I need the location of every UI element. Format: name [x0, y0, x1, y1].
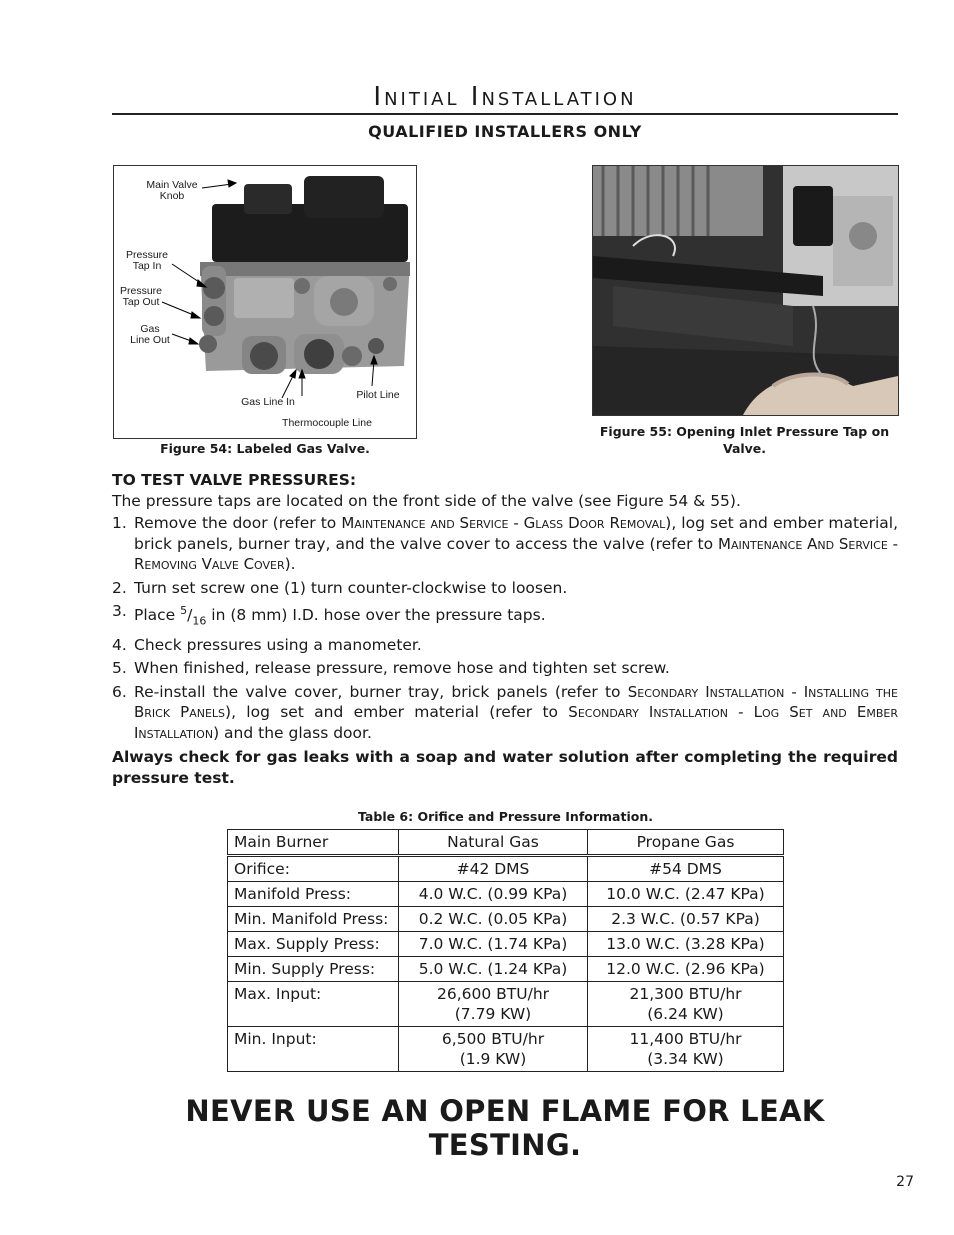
table-row	[228, 882, 784, 907]
step-3	[112, 601, 898, 632]
table-cell	[588, 1027, 784, 1072]
table-row	[228, 856, 784, 882]
section-heading: TO TEST VALVE PRESSURES:	[112, 471, 357, 489]
step-2	[112, 578, 898, 599]
leak-check-warning: Always check for gas leaks with a soap and water solution after completing the required pressure test.	[112, 748, 898, 787]
table-cell: 12.0 W.C. (2.96 KPa)	[588, 957, 784, 982]
table-cell: Min. Input:	[228, 1027, 399, 1072]
table-cell: 2.3 W.C. (0.57 KPa)	[588, 907, 784, 932]
table-header-row	[228, 830, 784, 856]
table-cell: Manifold Press:	[228, 882, 399, 907]
steps-list	[112, 513, 898, 746]
step-6	[112, 682, 898, 744]
table-cell: #42 DMS	[399, 856, 588, 882]
step-5	[112, 658, 898, 679]
cell-line: 6,500 BTU/hr	[441, 1030, 545, 1048]
figure-54-box	[113, 165, 417, 439]
step-text: Turn set screw one (1) turn counter-clockwise to loosen.	[134, 578, 568, 597]
step-text: When finished, release pressure, remove hose and tighten set screw.	[134, 659, 670, 678]
label-main-valve-line2: Knob	[159, 190, 185, 202]
step-text: ), log set and ember material, brick panels, burner tray, and the valve cover to access the valve (refer to	[134, 514, 899, 553]
step-ref: Secondary Installation - Installing the Brick Panels	[134, 682, 898, 722]
step-text: ).	[284, 555, 296, 573]
step-text: Remove the door (refer to	[134, 514, 342, 532]
cell-line: (3.34 KW)	[647, 1050, 724, 1068]
table-cell	[399, 1027, 588, 1072]
step-text: Re-install the valve cover, burner tray, brick panels (refer to	[134, 682, 628, 701]
table-cell: 13.0 W.C. (3.28 KPa)	[588, 932, 784, 957]
figure-54-caption: Figure 54: Labeled Gas Valve.	[160, 441, 370, 456]
step-4	[112, 635, 898, 656]
cell-line: (1.9 KW)	[459, 1050, 527, 1068]
inlet-pressure-tap-photo	[593, 166, 898, 415]
step-number: 1.	[112, 514, 127, 532]
step-number: 6.	[112, 682, 127, 701]
table-cell: 7.0 W.C. (1.74 KPa)	[399, 932, 588, 957]
fraction-slash: /	[187, 606, 193, 625]
label-main-valve-line1: Main Valve	[146, 179, 198, 191]
table-cell: Max. Input:	[228, 982, 399, 1027]
table-header-cell: Natural Gas	[399, 830, 588, 856]
figure-55-caption: Figure 55: Opening Inlet Pressure Tap on Valve.	[599, 424, 890, 456]
label-pressure-tap-out	[114, 286, 168, 308]
table-row	[228, 957, 784, 982]
label-gas-line-out-line2: Line Out	[130, 334, 170, 346]
table-cell: Min. Supply Press:	[228, 957, 399, 982]
fraction-numerator: 5	[180, 604, 188, 617]
table-cell: 5.0 W.C. (1.24 KPa)	[399, 957, 588, 982]
cell-line: 11,400 BTU/hr	[629, 1030, 742, 1048]
open-flame-warning: NEVER USE AN OPEN FLAME FOR LEAK TESTING.	[185, 1094, 825, 1162]
table-row	[228, 932, 784, 957]
step-text: Check pressures using a manometer.	[134, 635, 422, 654]
step-number: 5.	[112, 659, 127, 678]
table-header-cell: Main Burner	[228, 830, 399, 856]
label-main-valve	[138, 180, 206, 202]
cell-line: (6.24 KW)	[647, 1005, 724, 1023]
label-pressure-tap-in-line2: Tap In	[132, 260, 162, 272]
section-intro: The pressure taps are located on the front side of the valve (see Figure 54 & 55).	[112, 492, 741, 510]
table-cell: #54 DMS	[588, 856, 784, 882]
table-cell: Min. Manifold Press:	[228, 907, 399, 932]
step-number: 2.	[112, 578, 127, 597]
orifice-pressure-table	[227, 829, 784, 1072]
table-cell	[399, 982, 588, 1027]
table-cell: 4.0 W.C. (0.99 KPa)	[399, 882, 588, 907]
label-pressure-tap-in	[120, 250, 174, 272]
title-rule	[112, 113, 898, 115]
table-row	[228, 1027, 784, 1072]
step-text: ), log set and ember material (refer to	[225, 703, 569, 722]
figure-55-photo	[592, 165, 899, 416]
step-ref: Secondary Installation - Log Set and Ember Installation	[134, 703, 898, 742]
table-caption: Table 6: Orifice and Pressure Information.	[358, 809, 653, 824]
cell-line: (7.79 KW)	[454, 1005, 532, 1023]
label-gas-line-out	[124, 324, 176, 346]
step-1	[112, 513, 898, 575]
label-thermocouple-line: Thermocouple Line	[282, 417, 372, 429]
table-cell: Orifice:	[228, 856, 399, 882]
page-title: Initial Installation	[373, 82, 637, 112]
table-cell	[588, 982, 784, 1027]
label-gas-line-out-line1: Gas	[140, 323, 160, 335]
step-number: 4.	[112, 635, 127, 654]
step-number: 3.	[112, 602, 127, 620]
table-cell: Max. Supply Press:	[228, 932, 399, 957]
label-gas-line-in: Gas Line In	[241, 396, 295, 408]
table-row	[228, 982, 784, 1027]
step-ref: Maintenance and Service - Glass Door Removal	[341, 514, 666, 532]
table-row	[228, 907, 784, 932]
step-text: ) and the glass door.	[213, 723, 372, 742]
page-number: 27	[896, 1174, 914, 1190]
step-text: Place	[134, 606, 181, 625]
step-ref: Maintenance And Service - Removing Valve Cover	[134, 534, 899, 573]
label-pressure-tap-out-line2: Tap Out	[122, 296, 160, 308]
label-pressure-tap-out-line1: Pressure	[119, 285, 162, 297]
table-cell: 10.0 W.C. (2.47 KPa)	[588, 882, 784, 907]
table-cell: 0.2 W.C. (0.05 KPa)	[399, 907, 588, 932]
cell-line: 21,300 BTU/hr	[629, 985, 742, 1003]
label-pressure-tap-in-line1: Pressure	[125, 249, 168, 261]
fraction-denominator: 16	[192, 614, 207, 628]
label-pilot-line: Pilot Line	[356, 389, 400, 401]
table-header-cell: Propane Gas	[588, 830, 784, 856]
step-text: in (8 mm) I.D. hose over the pressure taps.	[206, 606, 546, 625]
cell-line: 26,600 BTU/hr	[436, 985, 550, 1003]
page-subtitle: QUALIFIED INSTALLERS ONLY	[368, 122, 642, 141]
